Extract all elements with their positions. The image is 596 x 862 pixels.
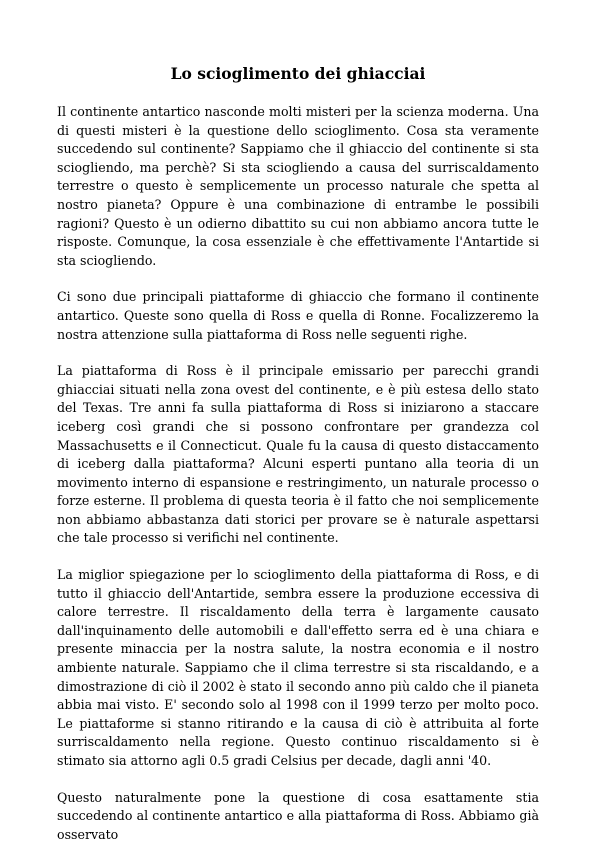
document-body [57, 103, 539, 862]
paragraph-4: La miglior spiegazione per lo scioglimento della piattaforma di Ross, e di tutto il ghiaccio dell'Antartide, sembra essere la produzione eccessiva di calore terrestre. Il riscaldamento della terra è largamente causato dall'inquinamento delle automobili e dall'effetto serra ed è una chiara e presente minaccia per la nostra salute, la nostra economia e il nostro ambiente naturale. Sappiamo che il clima terrestre si sta riscaldando, e a dimostrazione di ciò il 2002 è stato il secondo anno più caldo che il pianeta abbia mai visto. E' secondo solo al 1998 con il 1999 terzo per molto poco. Le piattaforme si stanno ritirando e la causa di ciò è attribuita al forte surriscaldamento nella regione. Questo continuo riscaldamento si è stimato sia attorno agli 0.5 gradi Celsius per decade, dagli anni '40. [57, 567, 539, 768]
paragraph-1: Il continente antartico nasconde molti misteri per la scienza moderna. Una di questi misteri è la questione dello scioglimento. Cosa sta veramente succedendo sul continente? Sappiamo che il ghiaccio del continente si sta sciogliendo, ma perchè? Si sta sciogliendo a causa del surriscaldamento terrestre o questo è semplicemente un processo naturale che spetta al nostro pianeta? Oppure è una combinazione di entrambe le possibili ragioni? Questo è un odierno dibattito su cui non abbiamo ancora tutte le risposte. Comunque, la cosa essenziale è che effettivamente l'Antartide si sta sciogliendo. [57, 104, 539, 268]
paragraph-2: Ci sono due principali piattaforme di ghiaccio che formano il continente antartico. Queste sono quella di Ross e quella di Ronne. Focalizzeremo la nostra attenzione sulla piattaforma di Ross nelle seguenti righe. [57, 289, 539, 342]
paragraph-3: La piattaforma di Ross è il principale emissario per parecchi grandi ghiacciai situati nella zona ovest del continente, e è più estesa dello stato del Texas. Tre anni fa sulla piattaforma di Ross si iniziarono a staccare iceberg così grandi che si possono confrontare per grandezza col Massachusetts e il Connecticut. Quale fu la causa di questo distaccamento di iceberg dalla piattaforma? Alcuni esperti puntano alla teoria di un movimento interno di espansione e restringimento, un naturale processo o forze esterne. Il problema di questa teoria è il fatto che noi semplicemente non abbiamo abbastanza dati storici per provare se è naturale aspettarsi che tale processo si verifichi nel continente. [57, 363, 539, 546]
paragraph-5: Questo naturalmente pone la questione di cosa esattamente stia succedendo al continente antartico e alla piattaforma di Ross. Abbiamo già osservato [57, 789, 539, 842]
document-title: Lo scioglimento dei ghiacciai [170, 64, 426, 83]
